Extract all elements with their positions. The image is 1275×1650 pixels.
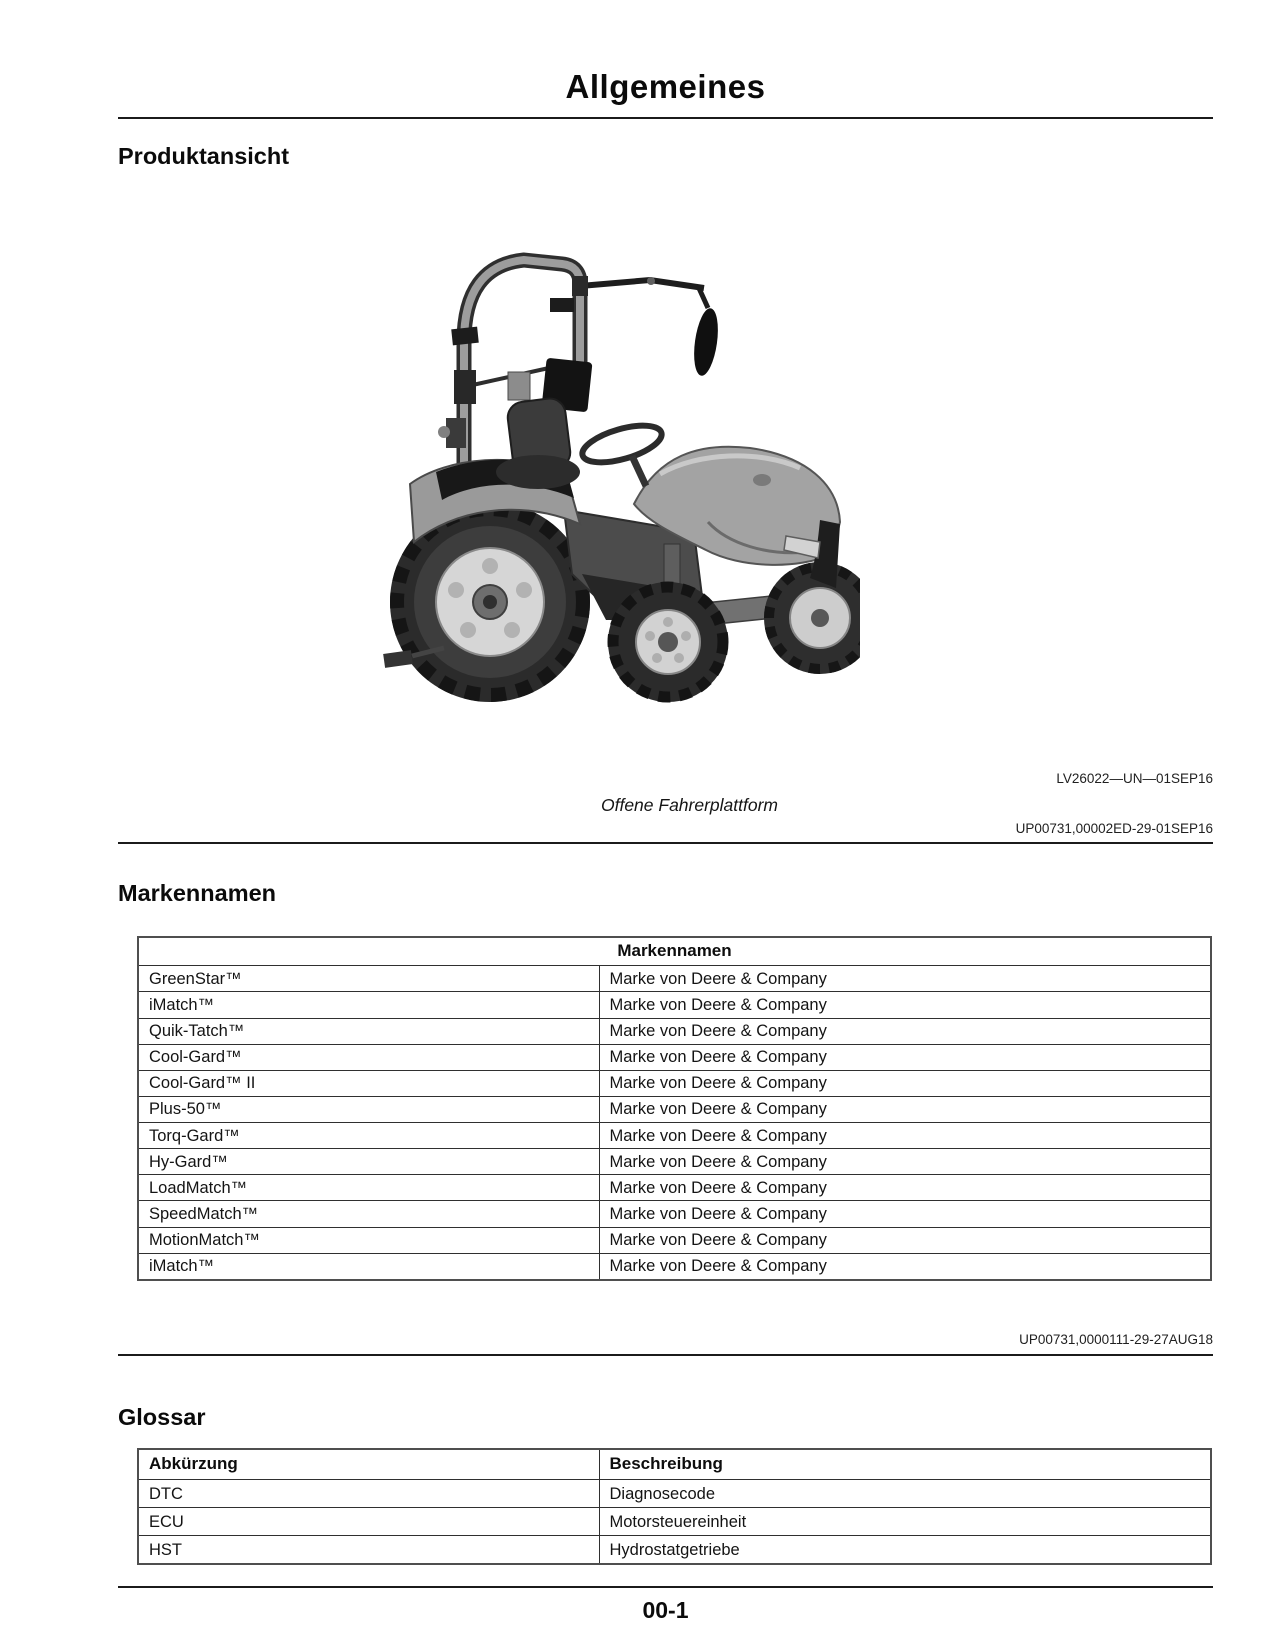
description-cell: Marke von Deere & Company	[599, 1253, 1211, 1280]
column-header-abbr: Abkürzung	[138, 1449, 599, 1480]
brand-cell: SpeedMatch™	[138, 1201, 599, 1227]
section-divider	[118, 1354, 1213, 1356]
table-row	[138, 1227, 1211, 1253]
table-row	[138, 1508, 1211, 1536]
brand-cell: Torq-Gard™	[138, 1123, 599, 1149]
table-row	[138, 1070, 1211, 1096]
section-reference-code: UP00731,00002ED-29-01SEP16	[1015, 821, 1213, 837]
table-row	[138, 992, 1211, 1018]
glossary-table	[137, 1448, 1212, 1566]
abbr-cell: HST	[138, 1536, 599, 1565]
section-markennamen	[118, 880, 1213, 1356]
tractor-illustration	[368, 222, 860, 708]
title-divider	[118, 117, 1213, 119]
section-heading-produktansicht: Produktansicht	[118, 142, 290, 169]
section-divider	[118, 842, 1213, 844]
brand-cell: Cool-Gard™ II	[138, 1070, 599, 1096]
section-heading-glossar: Glossar	[118, 1403, 206, 1430]
abbr-cell: ECU	[138, 1508, 599, 1536]
description-cell: Marke von Deere & Company	[599, 1123, 1211, 1149]
table-row	[138, 1480, 1211, 1508]
table-row	[138, 1123, 1211, 1149]
description-cell: Marke von Deere & Company	[599, 1201, 1211, 1227]
description-cell: Motorsteuereinheit	[599, 1508, 1211, 1536]
table-header-row	[138, 937, 1211, 966]
brand-cell: Plus-50™	[138, 1096, 599, 1122]
description-cell: Diagnosecode	[599, 1480, 1211, 1508]
brand-cell: LoadMatch™	[138, 1175, 599, 1201]
description-cell: Marke von Deere & Company	[599, 1096, 1211, 1122]
table-header-row	[138, 1449, 1211, 1480]
table-row	[138, 1018, 1211, 1044]
brand-cell: iMatch™	[138, 992, 599, 1018]
page-number: 00-1	[642, 1597, 689, 1624]
figure-caption: Offene Fahrerplattform	[600, 794, 779, 815]
description-cell: Marke von Deere & Company	[599, 966, 1211, 992]
table-row	[138, 1253, 1211, 1280]
description-cell: Marke von Deere & Company	[599, 1070, 1211, 1096]
figure-reference-code: LV26022—UN—01SEP16	[1056, 770, 1213, 786]
brand-cell: MotionMatch™	[138, 1227, 599, 1253]
table-row	[138, 1096, 1211, 1122]
section-heading-markennamen: Markennamen	[118, 879, 277, 906]
column-header-description: Beschreibung	[599, 1449, 1211, 1480]
section-produktansicht	[118, 143, 1213, 844]
table-row	[138, 1175, 1211, 1201]
page-title: Allgemeines	[565, 68, 766, 105]
brand-names-table	[137, 936, 1212, 1281]
brand-cell: Cool-Gard™	[138, 1044, 599, 1070]
table-row	[138, 1201, 1211, 1227]
brand-cell: iMatch™	[138, 1253, 599, 1280]
description-cell: Marke von Deere & Company	[599, 1044, 1211, 1070]
description-cell: Marke von Deere & Company	[599, 1175, 1211, 1201]
description-cell: Marke von Deere & Company	[599, 992, 1211, 1018]
table-row	[138, 1536, 1211, 1565]
description-cell: Marke von Deere & Company	[599, 1149, 1211, 1175]
description-cell: Marke von Deere & Company	[599, 1018, 1211, 1044]
footer-divider	[118, 1586, 1213, 1588]
product-figure	[118, 222, 1213, 708]
table-header-cell: Markennamen	[138, 937, 1211, 966]
section-reference-code: UP00731,0000111-29-27AUG18	[1019, 1331, 1213, 1347]
brand-cell: Quik-Tatch™	[138, 1018, 599, 1044]
section-glossar	[118, 1404, 1213, 1566]
description-cell: Hydrostatgetriebe	[599, 1536, 1211, 1565]
brand-cell: Hy-Gard™	[138, 1149, 599, 1175]
description-cell: Marke von Deere & Company	[599, 1227, 1211, 1253]
table-row	[138, 1044, 1211, 1070]
abbr-cell: DTC	[138, 1480, 599, 1508]
table-row	[138, 966, 1211, 992]
brand-cell: GreenStar™	[138, 966, 599, 992]
table-row	[138, 1149, 1211, 1175]
